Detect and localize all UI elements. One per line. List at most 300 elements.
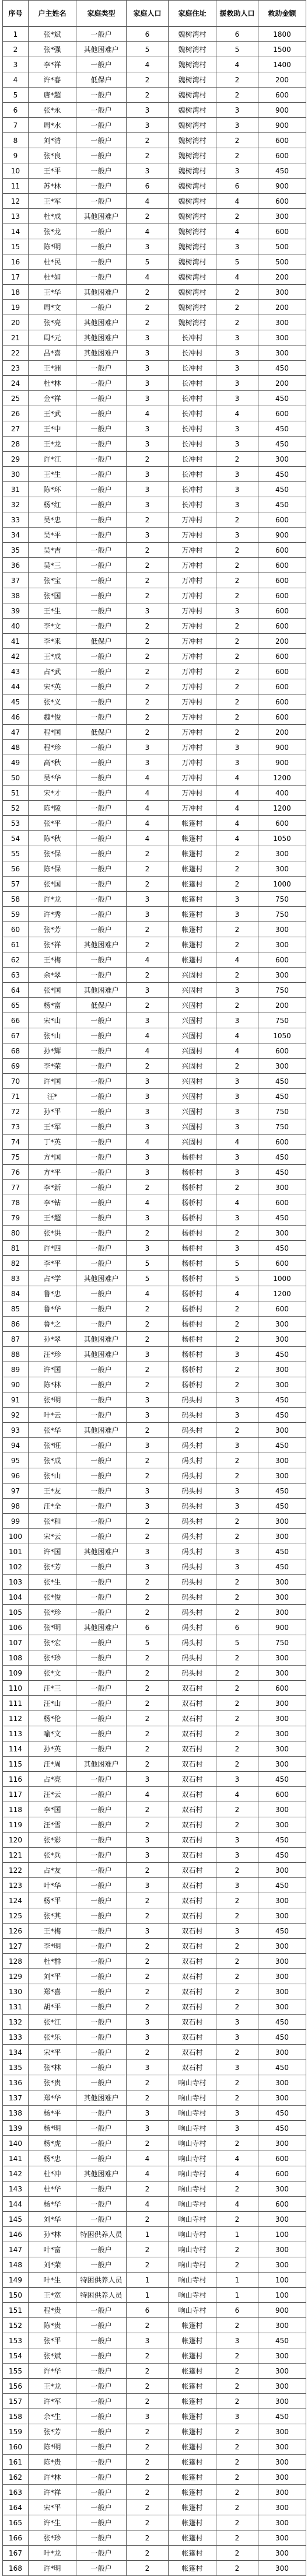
table-row: [3, 1590, 306, 1605]
cell-householder: 杨*红: [29, 497, 76, 512]
cell-aid-count: 2: [216, 1969, 258, 1984]
cell-aid-count: 2: [216, 2364, 258, 2379]
cell-aid-amount: 600: [258, 558, 306, 573]
table-row: [3, 1408, 306, 1423]
cell-householder: 杨*华: [29, 2197, 76, 2212]
cell-index: 140: [3, 2136, 29, 2151]
cell-aid-count: 2: [216, 1514, 258, 1529]
cell-family-type: 一般户: [76, 1104, 127, 1119]
cell-aid-amount: 300: [258, 1226, 306, 1241]
cell-family-type: 一般户: [76, 952, 127, 968]
cell-family-size: 4: [127, 1787, 169, 1802]
cell-aid-count: 4: [216, 57, 258, 72]
table-row: [3, 1013, 306, 1028]
cell-aid-count: 2: [216, 1711, 258, 1726]
relief-table: [2, 0, 306, 2576]
cell-family-size: 3: [127, 1559, 169, 1575]
cell-aid-amount: 600: [258, 1256, 306, 1271]
cell-family-type: 一般户: [76, 1392, 127, 1408]
cell-family-type: 一般户: [76, 1848, 127, 1863]
header-address: 家庭住址: [169, 1, 216, 27]
cell-family-size: 3: [127, 467, 169, 482]
table-row: [3, 603, 306, 619]
cell-family-size: 2: [127, 1817, 169, 1832]
cell-family-type: 一般户: [76, 2348, 127, 2364]
cell-index: 152: [3, 2318, 29, 2333]
cell-aid-amount: 300: [258, 1453, 306, 1468]
table-row: [3, 133, 306, 148]
cell-aid-count: 4: [216, 816, 258, 831]
cell-aid-count: 3: [216, 330, 258, 345]
cell-aid-amount: 600: [258, 194, 306, 209]
cell-address: 帐篷村: [169, 2470, 216, 2485]
cell-family-type: 一般户: [76, 163, 127, 179]
cell-householder: 张*芳: [29, 1559, 76, 1575]
cell-aid-amount: 600: [258, 1787, 306, 1802]
cell-family-type: 一般户: [76, 1028, 127, 1043]
cell-index: 24: [3, 376, 29, 391]
cell-householder: 陈*环: [29, 482, 76, 497]
cell-aid-amount: 300: [258, 1423, 306, 1438]
cell-family-size: 2: [127, 2470, 169, 2485]
cell-householder: 张*芳: [29, 2424, 76, 2439]
cell-index: 29: [3, 452, 29, 467]
cell-family-size: 2: [127, 1999, 169, 2015]
cell-family-type: 一般户: [76, 1226, 127, 1241]
cell-householder: 孙*辉: [29, 1043, 76, 1059]
table-row: [3, 831, 306, 846]
cell-householder: 陈*明: [29, 239, 76, 254]
cell-family-type: 一般户: [76, 361, 127, 376]
cell-address: 万冲村: [169, 649, 216, 664]
cell-family-type: 一般户: [76, 1908, 127, 1924]
cell-address: 魏树湾村: [169, 254, 216, 270]
cell-address: 万冲村: [169, 588, 216, 603]
cell-aid-amount: 600: [258, 1135, 306, 1150]
cell-index: 22: [3, 345, 29, 361]
cell-family-size: 6: [127, 27, 169, 42]
cell-family-size: 2: [127, 1059, 169, 1074]
cell-aid-count: 3: [216, 1484, 258, 1499]
cell-family-type: 一般户: [76, 1954, 127, 1969]
cell-aid-count: 2: [216, 1226, 258, 1241]
cell-address: 双石村: [169, 1741, 216, 1757]
cell-family-type: 一般户: [76, 1635, 127, 1650]
cell-family-size: 2: [127, 846, 169, 861]
cell-address: 杨桥村: [169, 1377, 216, 1392]
cell-aid-count: 2: [216, 1301, 258, 1317]
cell-family-type: 一般户: [76, 2546, 127, 2561]
cell-aid-amount: 600: [258, 88, 306, 103]
cell-index: 76: [3, 1165, 29, 1180]
cell-address: 码头村: [169, 1666, 216, 1681]
table-row: [3, 1226, 306, 1241]
cell-aid-amount: 300: [258, 2257, 306, 2273]
cell-householder: 王*超: [29, 1210, 76, 1226]
cell-family-size: 2: [127, 2424, 169, 2439]
cell-family-size: 4: [127, 1028, 169, 1043]
cell-address: 万冲村: [169, 558, 216, 573]
cell-index: 133: [3, 2030, 29, 2045]
cell-family-size: 3: [127, 2106, 169, 2121]
cell-aid-count: 3: [216, 1104, 258, 1119]
cell-aid-count: 2: [216, 922, 258, 937]
cell-householder: 王*武: [29, 406, 76, 421]
cell-family-size: 3: [127, 1848, 169, 1863]
cell-family-type: 一般户: [76, 224, 127, 239]
cell-index: 67: [3, 1028, 29, 1043]
cell-aid-count: 3: [216, 345, 258, 361]
cell-householder: 李*文: [29, 619, 76, 634]
table-row: [3, 42, 306, 57]
table-row: [3, 2227, 306, 2242]
cell-aid-count: 4: [216, 1787, 258, 1802]
cell-family-type: 一般户: [76, 1559, 127, 1575]
cell-aid-count: 2: [216, 1317, 258, 1332]
cell-householder: 王*梅: [29, 1924, 76, 1939]
cell-aid-count: 2: [216, 1908, 258, 1924]
cell-address: 帐篷村: [169, 831, 216, 846]
cell-family-size: 2: [127, 1529, 169, 1544]
cell-address: 帐篷村: [169, 2530, 216, 2546]
cell-family-size: 5: [127, 1635, 169, 1650]
cell-family-type: 一般户: [76, 2212, 127, 2227]
cell-family-size: 2: [127, 2394, 169, 2409]
table-row: [3, 1863, 306, 1878]
cell-family-type: 一般户: [76, 2333, 127, 2348]
cell-aid-count: 3: [216, 1848, 258, 1863]
cell-family-type: 一般户: [76, 861, 127, 877]
cell-aid-count: 3: [216, 1438, 258, 1453]
cell-aid-count: 4: [216, 224, 258, 239]
table-row: [3, 2197, 306, 2212]
cell-index: 49: [3, 755, 29, 770]
cell-aid-amount: 300: [258, 330, 306, 345]
cell-householder: 李*荣: [29, 1059, 76, 1074]
cell-aid-count: 2: [216, 937, 258, 952]
cell-householder: 周*水: [29, 118, 76, 133]
cell-family-size: 2: [127, 2090, 169, 2106]
cell-aid-count: 3: [216, 1347, 258, 1362]
cell-aid-count: 6: [216, 179, 258, 194]
cell-aid-count: 1: [216, 2227, 258, 2242]
cell-householder: 陈*陵: [29, 801, 76, 816]
cell-householder: 许*祥: [29, 2485, 76, 2500]
cell-address: 魏树湾村: [169, 118, 216, 133]
cell-aid-count: 2: [216, 2394, 258, 2409]
cell-index: 43: [3, 664, 29, 679]
cell-family-size: 2: [127, 88, 169, 103]
cell-index: 83: [3, 1271, 29, 1286]
cell-index: 66: [3, 1013, 29, 1028]
table-row: [3, 2075, 306, 2090]
cell-family-size: 2: [127, 285, 169, 300]
cell-householder: 张*斌: [29, 27, 76, 42]
cell-family-size: 2: [127, 998, 169, 1013]
cell-address: 长冲村: [169, 467, 216, 482]
cell-family-size: 2: [127, 1650, 169, 1666]
cell-aid-amount: 450: [258, 1408, 306, 1423]
cell-family-size: 6: [127, 2303, 169, 2318]
cell-address: 杨桥村: [169, 1317, 216, 1332]
cell-aid-amount: 200: [258, 300, 306, 315]
cell-householder: 汪*全: [29, 1499, 76, 1514]
cell-aid-amount: 500: [258, 239, 306, 254]
cell-family-type: 一般户: [76, 2455, 127, 2470]
cell-address: 响山寺村: [169, 2181, 216, 2197]
cell-householder: 张*永: [29, 103, 76, 118]
table-row: [3, 437, 306, 452]
cell-address: 魏树湾村: [169, 27, 216, 42]
cell-index: 150: [3, 2288, 29, 2303]
cell-index: 52: [3, 801, 29, 816]
cell-householder: 程*贵: [29, 2303, 76, 2318]
cell-aid-count: 2: [216, 2439, 258, 2455]
table-row: [3, 1377, 306, 1392]
cell-family-type: 一般户: [76, 1484, 127, 1499]
cell-householder: 张*珍: [29, 2530, 76, 2546]
cell-family-size: 2: [127, 1711, 169, 1726]
cell-address: 帐篷村: [169, 2318, 216, 2333]
cell-index: 135: [3, 2060, 29, 2075]
cell-index: 162: [3, 2470, 29, 2485]
cell-aid-count: 2: [216, 1590, 258, 1605]
cell-householder: 杜*林: [29, 376, 76, 391]
cell-family-size: 2: [127, 2455, 169, 2470]
cell-aid-amount: 300: [258, 2500, 306, 2515]
cell-index: 157: [3, 2394, 29, 2409]
cell-aid-count: 3: [216, 2060, 258, 2075]
cell-householder: 张*江: [29, 2015, 76, 2030]
cell-aid-count: 2: [216, 452, 258, 467]
cell-family-type: 一般户: [76, 1499, 127, 1514]
cell-index: 20: [3, 315, 29, 330]
cell-address: 双石村: [169, 1787, 216, 1802]
table-row: [3, 573, 306, 588]
cell-householder: 张*兵: [29, 1848, 76, 1863]
cell-index: 107: [3, 1635, 29, 1650]
cell-address: 长冲村: [169, 391, 216, 406]
table-row: [3, 892, 306, 907]
cell-aid-amount: 300: [258, 2394, 306, 2409]
cell-aid-count: 2: [216, 1605, 258, 1620]
cell-family-type: 一般户: [76, 1241, 127, 1256]
table-row: [3, 2364, 306, 2379]
header-index: 序号: [3, 1, 29, 27]
cell-aid-amount: 200: [258, 998, 306, 1013]
cell-family-type: 一般户: [76, 1984, 127, 1999]
cell-householder: 刘*荣: [29, 2257, 76, 2273]
cell-index: 69: [3, 1059, 29, 1074]
cell-aid-count: 3: [216, 1210, 258, 1226]
cell-family-size: 3: [127, 1832, 169, 1848]
cell-family-size: 4: [127, 406, 169, 421]
cell-index: 59: [3, 907, 29, 922]
cell-family-type: 一般户: [76, 1878, 127, 1893]
cell-address: 双石村: [169, 1908, 216, 1924]
cell-family-size: 3: [127, 1347, 169, 1362]
cell-index: 139: [3, 2121, 29, 2136]
cell-address: 万冲村: [169, 694, 216, 710]
cell-address: 万冲村: [169, 528, 216, 543]
cell-aid-amount: 300: [258, 2045, 306, 2060]
cell-aid-count: 2: [216, 619, 258, 634]
cell-address: 码头村: [169, 1590, 216, 1605]
cell-householder: 许*国: [29, 1544, 76, 1559]
cell-family-type: 低保户: [76, 72, 127, 88]
table-row: [3, 2515, 306, 2530]
cell-aid-amount: 600: [258, 2197, 306, 2212]
cell-index: 39: [3, 603, 29, 619]
cell-householder: 张*平: [29, 2333, 76, 2348]
cell-householder: 许*春: [29, 72, 76, 88]
cell-family-size: 3: [127, 1119, 169, 1135]
cell-family-size: 2: [127, 968, 169, 983]
cell-family-size: 3: [127, 528, 169, 543]
cell-index: 134: [3, 2045, 29, 2060]
cell-address: 响山寺村: [169, 2288, 216, 2303]
cell-index: 167: [3, 2546, 29, 2561]
cell-index: 137: [3, 2090, 29, 2106]
cell-aid-count: 2: [216, 300, 258, 315]
cell-family-size: 2: [127, 1757, 169, 1772]
table-row: [3, 937, 306, 952]
cell-aid-count: 3: [216, 497, 258, 512]
cell-address: 帐篷村: [169, 2546, 216, 2561]
cell-address: 万冲村: [169, 573, 216, 588]
cell-index: 61: [3, 937, 29, 952]
cell-aid-count: 2: [216, 543, 258, 558]
cell-index: 111: [3, 1696, 29, 1711]
cell-address: 杨桥村: [169, 1362, 216, 1377]
cell-family-size: 4: [127, 786, 169, 801]
cell-family-type: 其他困难户: [76, 2090, 127, 2106]
cell-family-type: 一般户: [76, 1802, 127, 1817]
cell-address: 码头村: [169, 1453, 216, 1468]
cell-aid-amount: 600: [258, 588, 306, 603]
table-row: [3, 1924, 306, 1939]
cell-family-type: 一般户: [76, 1605, 127, 1620]
cell-aid-count: 6: [216, 27, 258, 42]
cell-address: 双石村: [169, 1817, 216, 1832]
cell-aid-amount: 450: [258, 1089, 306, 1104]
cell-aid-amount: 300: [258, 1317, 306, 1332]
cell-family-size: 2: [127, 315, 169, 330]
cell-householder: 张*芳: [29, 922, 76, 937]
cell-index: 78: [3, 1195, 29, 1210]
cell-aid-count: 4: [216, 2166, 258, 2181]
cell-aid-amount: 600: [258, 406, 306, 421]
cell-householder: 吴*吉: [29, 543, 76, 558]
cell-aid-amount: 300: [258, 1802, 306, 1817]
cell-index: 99: [3, 1514, 29, 1529]
cell-family-type: 一般户: [76, 1696, 127, 1711]
cell-address: 帐篷村: [169, 2333, 216, 2348]
cell-address: 码头村: [169, 1575, 216, 1590]
cell-aid-count: 2: [216, 1423, 258, 1438]
cell-index: 32: [3, 497, 29, 512]
cell-index: 74: [3, 1135, 29, 1150]
table-row: [3, 1332, 306, 1347]
cell-aid-amount: 100: [258, 2288, 306, 2303]
table-row: [3, 2288, 306, 2303]
cell-index: 55: [3, 846, 29, 861]
cell-aid-amount: 200: [258, 725, 306, 740]
cell-aid-count: 2: [216, 133, 258, 148]
table-row: [3, 118, 306, 133]
cell-aid-count: 3: [216, 437, 258, 452]
cell-family-type: 一般户: [76, 1711, 127, 1726]
cell-family-size: 3: [127, 1089, 169, 1104]
cell-householder: 郑*华: [29, 2090, 76, 2106]
cell-aid-count: 3: [216, 2106, 258, 2121]
cell-family-type: 低保户: [76, 725, 127, 740]
cell-address: 兴固村: [169, 1013, 216, 1028]
cell-family-size: 2: [127, 1468, 169, 1484]
cell-family-type: 一般户: [76, 1863, 127, 1878]
cell-aid-amount: 450: [258, 2030, 306, 2045]
cell-aid-count: 3: [216, 361, 258, 376]
cell-address: 双石村: [169, 2030, 216, 2045]
table-row: [3, 2394, 306, 2409]
cell-family-type: 一般户: [76, 391, 127, 406]
cell-family-size: 3: [127, 1392, 169, 1408]
cell-aid-count: 2: [216, 285, 258, 300]
cell-family-type: 一般户: [76, 846, 127, 861]
table-row: [3, 1028, 306, 1043]
cell-aid-count: 4: [216, 1286, 258, 1301]
table-row: [3, 2151, 306, 2166]
cell-family-size: 2: [127, 148, 169, 163]
cell-aid-amount: 900: [258, 740, 306, 755]
cell-aid-amount: 450: [258, 1210, 306, 1226]
cell-index: 60: [3, 922, 29, 937]
cell-family-size: 2: [127, 558, 169, 573]
cell-family-type: 一般户: [76, 376, 127, 391]
table-row: [3, 1119, 306, 1135]
cell-aid-count: 2: [216, 1802, 258, 1817]
cell-family-type: 一般户: [76, 1529, 127, 1544]
cell-address: 帐篷村: [169, 2439, 216, 2455]
cell-family-size: 2: [127, 694, 169, 710]
table-row: [3, 1271, 306, 1286]
cell-address: 双石村: [169, 2060, 216, 2075]
cell-aid-amount: 600: [258, 512, 306, 528]
cell-aid-count: 3: [216, 528, 258, 543]
cell-aid-count: 3: [216, 1408, 258, 1423]
cell-address: 响山寺村: [169, 2242, 216, 2257]
cell-aid-amount: 600: [258, 816, 306, 831]
cell-family-size: 2: [127, 452, 169, 467]
cell-householder: 李*明: [29, 1939, 76, 1954]
cell-address: 长冲村: [169, 376, 216, 391]
table-row: [3, 1575, 306, 1590]
table-row: [3, 1317, 306, 1332]
cell-aid-amount: 300: [258, 922, 306, 937]
table-row: [3, 467, 306, 482]
cell-family-type: 一般户: [76, 1924, 127, 1939]
cell-index: 82: [3, 1256, 29, 1271]
table-row: [3, 740, 306, 755]
cell-aid-count: 2: [216, 2136, 258, 2151]
table-row: [3, 1878, 306, 1893]
table-row: [3, 285, 306, 300]
cell-aid-count: 3: [216, 239, 258, 254]
cell-address: 长冲村: [169, 421, 216, 437]
cell-index: 125: [3, 1908, 29, 1924]
cell-address: 双石村: [169, 1757, 216, 1772]
cell-family-size: 3: [127, 376, 169, 391]
